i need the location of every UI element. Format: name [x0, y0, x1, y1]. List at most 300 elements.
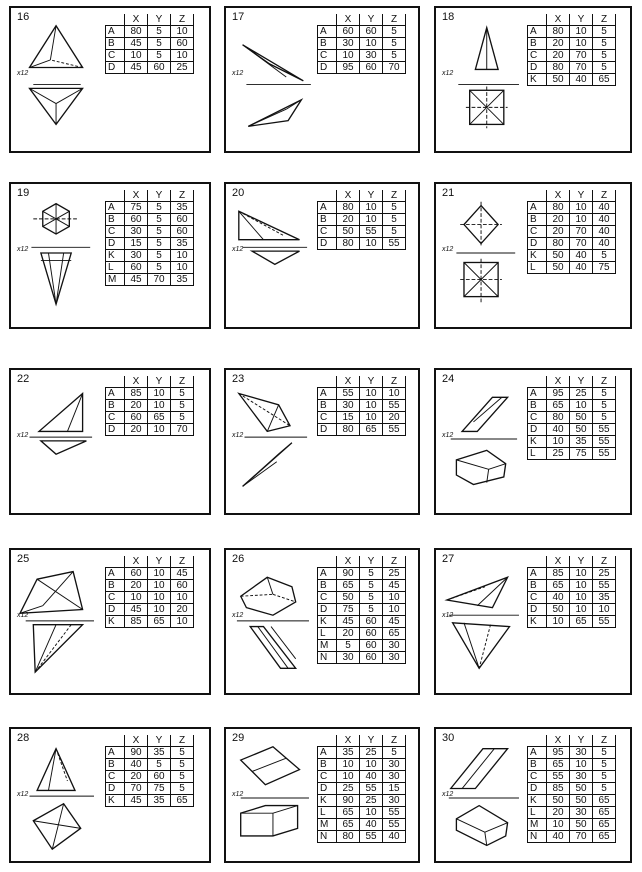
coordinate-value: 40 [593, 214, 616, 226]
coordinate-value: 80 [547, 238, 570, 250]
coordinate-value: 5 [593, 783, 616, 795]
point-label: D [318, 604, 337, 616]
coordinate-value: 70 [570, 238, 593, 250]
coordinates-table [105, 735, 194, 807]
coordinate-value: 70 [125, 783, 148, 795]
coordinate-value: 10 [148, 568, 171, 580]
coordinate-value: 10 [171, 262, 194, 274]
coordinate-value: 5 [383, 202, 406, 214]
coordinate-value: 30 [570, 807, 593, 819]
column-header: Y [148, 556, 171, 568]
coordinate-value: 30 [383, 759, 406, 771]
column-header: Y [360, 556, 383, 568]
coordinate-value: 10 [337, 771, 360, 783]
coordinates-table [317, 735, 406, 843]
coordinate-value: 55 [360, 783, 383, 795]
table-row [318, 50, 406, 62]
coordinate-value: 40 [547, 831, 570, 843]
table-row [106, 771, 194, 783]
coordinate-value: 65 [547, 759, 570, 771]
exercise-number: 27 [442, 553, 455, 565]
coordinate-value: 50 [547, 250, 570, 262]
table-row [318, 604, 406, 616]
point-label: M [528, 819, 547, 831]
exercise-number: 25 [17, 553, 30, 565]
coordinate-value: 5 [383, 38, 406, 50]
coordinate-value: 50 [547, 74, 570, 86]
table-row [106, 250, 194, 262]
coordinate-value: 20 [547, 226, 570, 238]
projection-drawing [13, 22, 101, 132]
table-row [318, 759, 406, 771]
point-label: B [528, 38, 547, 50]
coordinate-value: 60 [125, 412, 148, 424]
point-label: D [106, 424, 125, 436]
coordinate-value: 5 [383, 26, 406, 38]
coordinate-value: 10 [547, 616, 570, 628]
column-header: Z [171, 14, 194, 26]
coordinate-value: 90 [337, 795, 360, 807]
point-label: C [528, 226, 547, 238]
point-label: D [528, 238, 547, 250]
exercise-card-20 [224, 182, 420, 329]
coordinate-value: 80 [547, 62, 570, 74]
exercise-number: 16 [17, 11, 30, 23]
column-header: X [125, 556, 148, 568]
table-corner [106, 735, 125, 747]
projection-drawing [228, 384, 316, 494]
table-row [106, 616, 194, 628]
coordinate-value: 5 [593, 771, 616, 783]
coordinate-value: 40 [547, 592, 570, 604]
table-row [106, 568, 194, 580]
coordinate-value: 10 [337, 759, 360, 771]
coordinate-value: 10 [125, 592, 148, 604]
coordinate-value: 60 [360, 640, 383, 652]
coordinate-value: 85 [547, 568, 570, 580]
point-label: L [528, 448, 547, 460]
column-header: Y [570, 376, 593, 388]
coordinate-value: 30 [337, 38, 360, 50]
table-header-row [106, 735, 194, 747]
coordinate-value: 65 [593, 74, 616, 86]
coordinate-value: 60 [360, 616, 383, 628]
exercise-card-17 [224, 6, 420, 153]
coordinates-table [105, 190, 194, 286]
point-label: A [528, 747, 547, 759]
table-row [528, 262, 616, 274]
coordinate-value: 50 [337, 226, 360, 238]
point-label: D [106, 238, 125, 250]
table-row [318, 747, 406, 759]
exercise-card-29 [224, 727, 420, 863]
point-label: D [106, 604, 125, 616]
coordinate-value: 80 [337, 831, 360, 843]
coordinate-value: 5 [593, 62, 616, 74]
table-row [528, 50, 616, 62]
coordinates-table [317, 376, 406, 436]
coordinate-value: 10 [337, 50, 360, 62]
table-row [318, 640, 406, 652]
coordinate-value: 45 [337, 616, 360, 628]
table-row [106, 747, 194, 759]
table-row [106, 580, 194, 592]
table-row [528, 74, 616, 86]
table-row [106, 26, 194, 38]
column-header: Y [360, 376, 383, 388]
column-header: X [547, 376, 570, 388]
column-header: Z [593, 556, 616, 568]
point-label: K [528, 795, 547, 807]
column-header: Y [360, 14, 383, 26]
table-corner [106, 14, 125, 26]
coordinate-value: 20 [547, 38, 570, 50]
coordinate-value: 5 [171, 400, 194, 412]
projection-drawing [228, 743, 316, 853]
coordinate-value: 20 [125, 400, 148, 412]
table-row [106, 202, 194, 214]
coordinate-value: 70 [148, 274, 171, 286]
coordinate-value: 5 [148, 202, 171, 214]
table-row [528, 214, 616, 226]
point-label: N [318, 652, 337, 664]
coordinate-value: 50 [547, 604, 570, 616]
coordinate-value: 10 [360, 214, 383, 226]
coordinate-value: 40 [593, 238, 616, 250]
point-label: A [318, 747, 337, 759]
coordinate-value: 5 [383, 50, 406, 62]
column-header: Y [570, 14, 593, 26]
coordinate-value: 5 [383, 747, 406, 759]
point-label: C [106, 592, 125, 604]
table-row [528, 436, 616, 448]
coordinate-value: 15 [383, 783, 406, 795]
column-header: Z [171, 556, 194, 568]
coordinate-value: 10 [570, 759, 593, 771]
projection-drawing [228, 22, 316, 132]
table-row [528, 616, 616, 628]
column-header: Y [148, 735, 171, 747]
projection-axis-label: x12 [17, 432, 29, 439]
point-label: C [528, 592, 547, 604]
coordinates-table [527, 14, 616, 86]
table-header-row [318, 14, 406, 26]
point-label: D [318, 238, 337, 250]
exercise-card-26 [224, 548, 420, 695]
coordinates-table [105, 556, 194, 628]
column-header: X [547, 556, 570, 568]
projection-axis-label: x12 [442, 70, 454, 77]
point-label: C [106, 771, 125, 783]
column-header: X [337, 735, 360, 747]
coordinate-value: 40 [360, 819, 383, 831]
table-row [528, 831, 616, 843]
table-row [106, 388, 194, 400]
table-row [106, 274, 194, 286]
coordinate-value: 10 [148, 604, 171, 616]
table-row [528, 202, 616, 214]
coordinate-value: 50 [547, 795, 570, 807]
coordinate-value: 35 [171, 202, 194, 214]
coordinate-value: 10 [360, 202, 383, 214]
coordinate-value: 10 [360, 238, 383, 250]
coordinates-table [317, 190, 406, 250]
table-header-row [528, 14, 616, 26]
coordinate-value: 65 [360, 424, 383, 436]
table-row [318, 783, 406, 795]
exercise-number: 23 [232, 373, 245, 385]
coordinate-value: 25 [337, 783, 360, 795]
coordinate-value: 95 [547, 388, 570, 400]
coordinate-value: 95 [547, 747, 570, 759]
coordinate-value: 70 [570, 831, 593, 843]
column-header: Z [593, 190, 616, 202]
table-row [106, 412, 194, 424]
coordinate-value: 40 [125, 759, 148, 771]
coordinate-value: 35 [148, 747, 171, 759]
coordinate-value: 40 [570, 250, 593, 262]
coordinates-table [527, 735, 616, 843]
projection-axis-label: x12 [17, 246, 29, 253]
coordinate-value: 5 [593, 388, 616, 400]
coordinate-value: 30 [570, 771, 593, 783]
coordinate-value: 30 [125, 226, 148, 238]
table-row [106, 604, 194, 616]
coordinate-value: 70 [570, 50, 593, 62]
table-corner [528, 376, 547, 388]
coordinate-value: 5 [148, 759, 171, 771]
coordinate-value: 30 [383, 640, 406, 652]
coordinate-value: 25 [360, 795, 383, 807]
coordinate-value: 20 [171, 604, 194, 616]
point-label: A [528, 568, 547, 580]
point-label: M [318, 819, 337, 831]
coordinate-value: 50 [570, 819, 593, 831]
point-label: K [528, 436, 547, 448]
point-label: K [318, 795, 337, 807]
column-header: Y [148, 376, 171, 388]
coordinate-value: 20 [125, 771, 148, 783]
table-row [106, 795, 194, 807]
coordinate-value: 5 [148, 26, 171, 38]
point-label: D [106, 62, 125, 74]
coordinate-value: 5 [171, 747, 194, 759]
table-corner [318, 735, 337, 747]
column-header: X [125, 14, 148, 26]
table-row [528, 592, 616, 604]
coordinate-value: 60 [171, 38, 194, 50]
point-label: L [106, 262, 125, 274]
coordinate-value: 40 [570, 262, 593, 274]
coordinate-value: 10 [360, 412, 383, 424]
column-header: Z [593, 735, 616, 747]
table-row [318, 400, 406, 412]
coordinate-value: 20 [547, 50, 570, 62]
coordinate-value: 55 [383, 819, 406, 831]
table-row [528, 250, 616, 262]
coordinate-value: 10 [148, 388, 171, 400]
coordinate-value: 90 [337, 568, 360, 580]
column-header: X [337, 190, 360, 202]
coordinate-value: 5 [360, 580, 383, 592]
exercise-card-28 [9, 727, 211, 863]
point-label: N [318, 831, 337, 843]
point-label: B [318, 214, 337, 226]
table-row [318, 807, 406, 819]
coordinate-value: 10 [570, 38, 593, 50]
point-label: A [106, 747, 125, 759]
table-row [528, 400, 616, 412]
point-label: A [528, 26, 547, 38]
point-label: A [318, 26, 337, 38]
coordinate-value: 20 [125, 580, 148, 592]
table-header-row [106, 376, 194, 388]
exercise-card-24 [434, 368, 632, 515]
coordinate-value: 65 [337, 807, 360, 819]
projection-drawing [438, 743, 526, 853]
coordinate-value: 20 [547, 807, 570, 819]
table-row [528, 819, 616, 831]
table-row [528, 807, 616, 819]
coordinate-value: 10 [360, 388, 383, 400]
coordinate-value: 55 [593, 436, 616, 448]
coordinate-value: 5 [171, 388, 194, 400]
table-row [318, 424, 406, 436]
point-label: K [528, 250, 547, 262]
point-label: A [318, 568, 337, 580]
column-header: Z [383, 14, 406, 26]
column-header: X [547, 735, 570, 747]
coordinates-table [105, 14, 194, 74]
coordinate-value: 45 [383, 616, 406, 628]
table-row [528, 568, 616, 580]
point-label: B [106, 38, 125, 50]
coordinate-value: 80 [547, 202, 570, 214]
point-label: D [106, 783, 125, 795]
projection-drawing [13, 384, 101, 494]
coordinate-value: 10 [570, 202, 593, 214]
point-label: K [528, 74, 547, 86]
coordinate-value: 5 [171, 783, 194, 795]
coordinate-value: 5 [148, 50, 171, 62]
coordinate-value: 5 [360, 604, 383, 616]
coordinate-value: 25 [547, 448, 570, 460]
exercise-card-25 [9, 548, 211, 695]
exercise-number: 18 [442, 11, 455, 23]
point-label: M [106, 274, 125, 286]
coordinate-value: 80 [125, 26, 148, 38]
coordinate-value: 10 [148, 400, 171, 412]
coordinate-value: 15 [337, 412, 360, 424]
coordinate-value: 10 [570, 214, 593, 226]
coordinate-value: 10 [570, 400, 593, 412]
exercise-card-22 [9, 368, 211, 515]
coordinate-value: 60 [148, 62, 171, 74]
coordinate-value: 5 [360, 592, 383, 604]
coordinate-value: 10 [570, 568, 593, 580]
point-label: L [528, 262, 547, 274]
projection-axis-label: x12 [232, 70, 244, 77]
coordinates-table [527, 556, 616, 628]
coordinate-value: 10 [171, 616, 194, 628]
point-label: D [318, 424, 337, 436]
coordinate-value: 55 [383, 807, 406, 819]
column-header: Y [570, 190, 593, 202]
point-label: C [528, 771, 547, 783]
point-label: A [528, 202, 547, 214]
coordinate-value: 65 [547, 400, 570, 412]
exercise-card-16 [9, 6, 211, 153]
table-row [106, 400, 194, 412]
column-header: X [547, 190, 570, 202]
table-row [318, 795, 406, 807]
table-row [106, 238, 194, 250]
column-header: Z [171, 376, 194, 388]
coordinate-value: 60 [125, 214, 148, 226]
coordinate-value: 20 [547, 214, 570, 226]
coordinate-value: 65 [337, 580, 360, 592]
exercise-number: 30 [442, 732, 455, 744]
column-header: Z [593, 376, 616, 388]
coordinate-value: 30 [383, 795, 406, 807]
coordinate-value: 55 [383, 400, 406, 412]
coordinate-value: 5 [383, 226, 406, 238]
coordinate-value: 65 [570, 616, 593, 628]
coordinate-value: 5 [148, 214, 171, 226]
table-row [318, 38, 406, 50]
coordinate-value: 35 [171, 238, 194, 250]
coordinate-value: 10 [547, 436, 570, 448]
table-row [528, 759, 616, 771]
table-corner [106, 190, 125, 202]
coordinate-value: 10 [570, 580, 593, 592]
table-row [318, 580, 406, 592]
table-header-row [318, 735, 406, 747]
coordinate-value: 60 [360, 628, 383, 640]
coordinate-value: 75 [148, 783, 171, 795]
coordinate-value: 10 [593, 604, 616, 616]
coordinate-value: 80 [547, 26, 570, 38]
coordinate-value: 20 [337, 628, 360, 640]
table-row [106, 214, 194, 226]
coordinate-value: 5 [593, 412, 616, 424]
coordinate-value: 35 [593, 592, 616, 604]
table-row [106, 38, 194, 50]
coordinate-value: 65 [171, 795, 194, 807]
coordinate-value: 55 [383, 238, 406, 250]
coordinate-value: 10 [360, 807, 383, 819]
coordinate-value: 45 [125, 604, 148, 616]
coordinate-value: 5 [593, 38, 616, 50]
coordinate-value: 5 [171, 412, 194, 424]
projection-axis-label: x12 [442, 612, 454, 619]
table-corner [318, 376, 337, 388]
point-label: N [528, 831, 547, 843]
coordinate-value: 10 [148, 424, 171, 436]
coordinate-value: 50 [570, 424, 593, 436]
table-row [318, 819, 406, 831]
coordinate-value: 70 [570, 226, 593, 238]
projection-axis-label: x12 [232, 246, 244, 253]
coordinate-value: 80 [547, 412, 570, 424]
coordinate-value: 10 [125, 50, 148, 62]
point-label: B [318, 400, 337, 412]
column-header: Z [383, 556, 406, 568]
table-row [528, 795, 616, 807]
column-header: Z [383, 190, 406, 202]
table-row [528, 412, 616, 424]
coordinate-value: 65 [148, 412, 171, 424]
